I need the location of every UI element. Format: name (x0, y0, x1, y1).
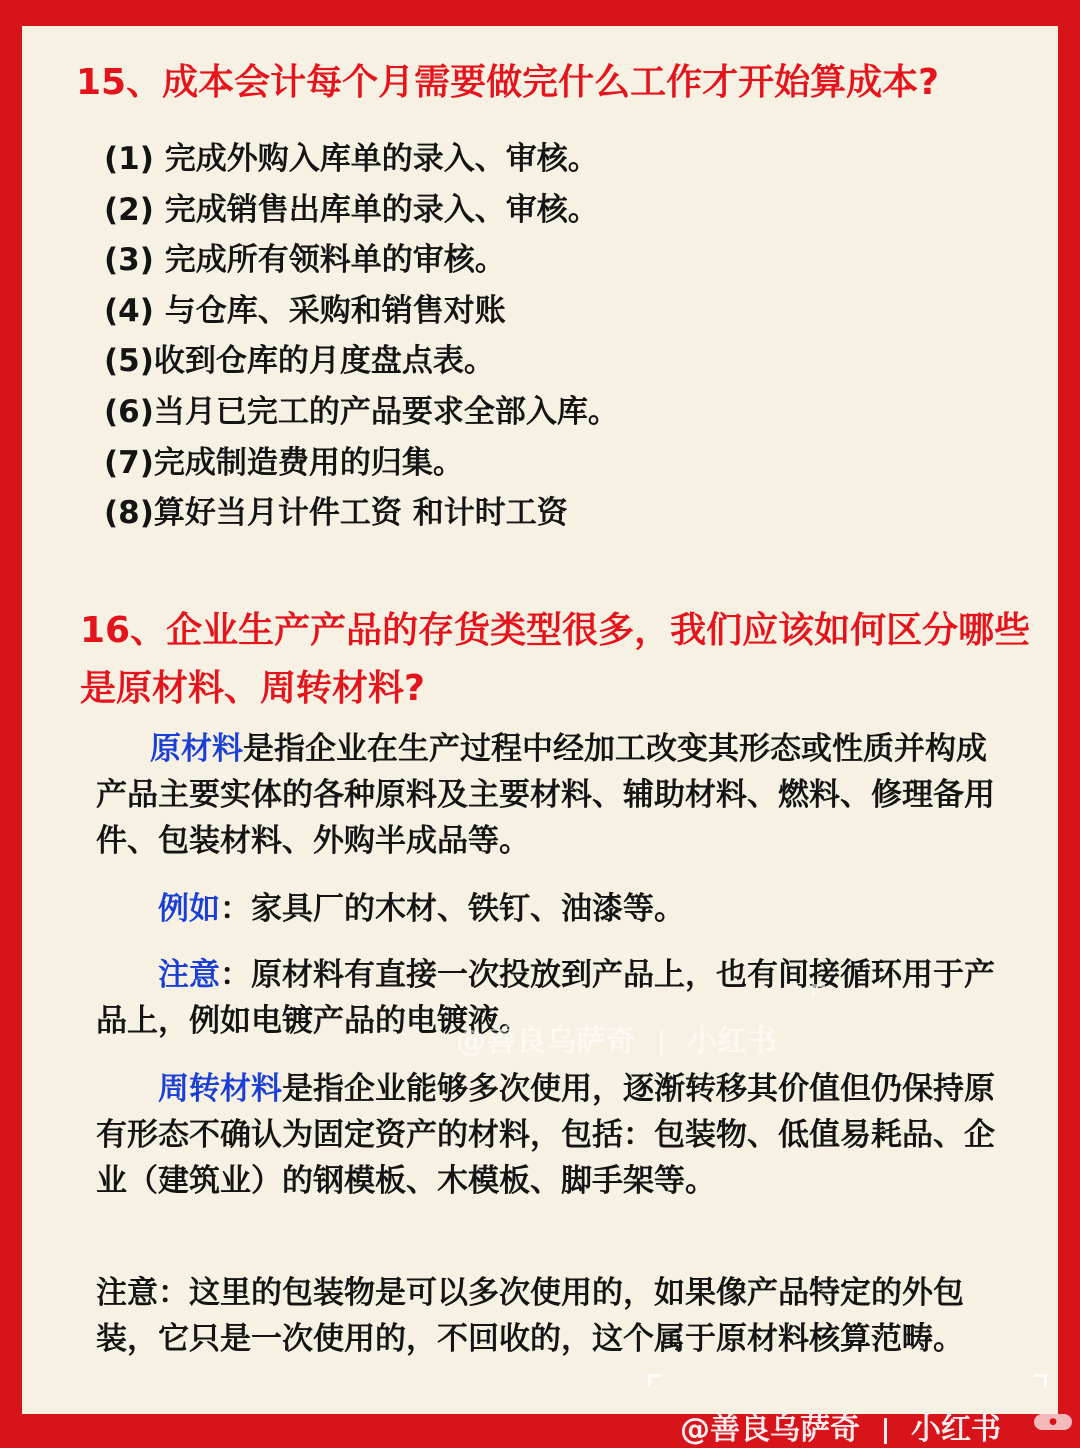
question-16-title: 16、企业生产产品的存货类型很多，我们应该如何区分哪些是原材料、周转材料? (80, 610, 1031, 709)
question-15-title: 15、成本会计每个月需要做完什么工作才开始算成本? (76, 62, 939, 103)
list-item: (8)算好当月计件工资 和计时工资 (104, 495, 568, 532)
watermark-divider (660, 1030, 663, 1056)
watermark-corner-icon (812, 984, 825, 997)
list-item: (5)收到仓库的月度盘点表。 (104, 343, 495, 380)
note-text: ：原材料有直接一次投放到产品上，也有间接循环用于产品上，例如电镀产品的电镀液。 (96, 957, 995, 1039)
content-card (22, 26, 1058, 1414)
list-item: (3) 完成所有领料单的审核。 (104, 242, 506, 279)
watermark-corner-icon (1034, 1374, 1047, 1387)
turnover-material-term: 周转材料 (158, 1071, 282, 1107)
watermark-brand: 小红书 (911, 1412, 1001, 1447)
raw-material-term: 原材料 (150, 731, 243, 767)
watermark-corner-icon (648, 1374, 661, 1387)
packaging-note-paragraph: 注意：这里的包装物是可以多次使用的，如果像产品特定的外包装，它只是一次使用的，不回收的，这个属于原材料核算范畴。 (96, 1275, 964, 1357)
raw-material-definition: 是指企业在生产过程中经加工改变其形态或性质并构成产品主要实体的各种原料及主要材料、辅助材料、燃料、修理备用件、包装材料、外购半成品等。 (96, 731, 995, 859)
turnover-material-paragraph (96, 1066, 1006, 1204)
watermark-handle: @善良乌萨奇 (680, 1412, 860, 1447)
list-item: (1) 完成外购入库单的录入、审核。 (104, 141, 599, 177)
example-paragraph (96, 886, 1006, 932)
watermark-center (456, 1016, 777, 1060)
list-item: (4) 与仓库、采购和销售对账 (104, 292, 506, 329)
watermark-bottom (680, 1404, 1001, 1448)
example-label: 例如 (158, 891, 220, 927)
watermark-brand: 小红书 (687, 1024, 777, 1059)
raw-material-paragraph (96, 726, 1006, 864)
turnover-material-definition: 是指企业能够多次使用，逐渐转移其价值但仍保持原有形态不确认为固定资产的材料，包括：包装物、低值易耗品、企业（建筑业）的钢模板、木模板、脚手架等。 (96, 1071, 995, 1199)
note-label: 注意 (158, 957, 220, 993)
watermark-handle: @善良乌萨奇 (456, 1024, 636, 1059)
question-15-list (104, 134, 619, 539)
brand-badge-icon: ● (1034, 1414, 1072, 1430)
list-item: (2) 完成销售出库单的录入、审核。 (104, 191, 599, 228)
list-item: (7)完成制造费用的归集。 (104, 444, 464, 481)
example-text: ：家具厂的木材、铁钉、油漆等。 (220, 891, 685, 927)
list-item: (6)当月已完工的产品要求全部入库。 (104, 393, 619, 430)
